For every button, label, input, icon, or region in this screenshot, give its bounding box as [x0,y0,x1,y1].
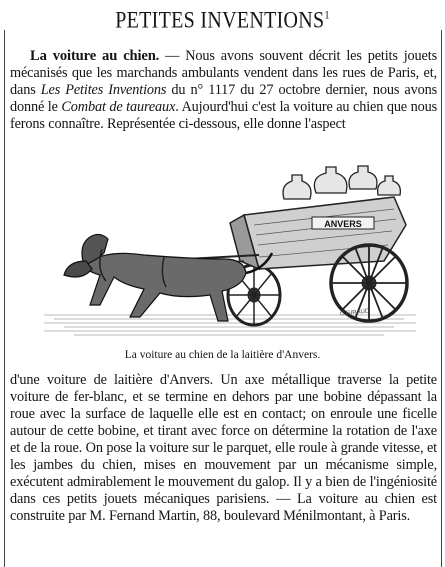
intro-text-2: du n° 1117 du 27 octobre dernier, nous avons donné le [10,82,437,115]
milk-cans [283,166,400,199]
intro-text-3: . Aujourd'hui c'est la voiture au chien que nous ferons connaître. Représentée ci-dessous, elle donne l'aspect [10,99,438,132]
article-title [0,8,445,34]
article-title-text: PETITES INVENTIONS [115,8,325,34]
column-rule-right [441,30,442,567]
figure-caption: La voiture au chien de la laitière d'Anvers. [124,349,321,361]
referenced-article: Combat de taureaux [61,99,176,115]
body-paragraph: d'une voiture de laitière d'Anvers. Un axe métallique traverse la petite voiture de fer-blanc, et se termine en dehors par une bobine dépassant la roue avec la surface de laquelle elle est en contact; on enroule une ficelle autour de cette bobine, et tirant avec force on détermine la rotation de l'axe et de la roue. On pose la voiture sur le parquet, elle roule à grande vitesse, et les jambes du chien, mises en mouvement par un mécanisme simple, exécutent admirablement le mouvement du galop. Il y a bien de l'ingéniosité dans ces petits jouets mécaniques parisiens. — La voiture au chien est construite par M. Fernand Martin, 88, boulevard Ménilmontant, à Paris. [10,372,437,524]
title-footnote-marker: 1 [324,9,330,23]
dog-cart-engraving [44,165,416,343]
paragraph-lead: La voiture au chien. [30,48,160,64]
intro-paragraph [10,48,437,133]
column-rule-left [4,30,5,567]
publication-title: Les Petites Inventions [40,82,167,98]
engraving-illustration [44,165,416,343]
cart-label: ANVERS [324,219,362,229]
engraver-signature: C.GIRAUD [339,308,370,318]
intro-text-1: — Nous avons souvent décrit les petits jouets mécanisés que les marchands ambulants vendent dans les rues de Paris, et, dans [10,48,437,98]
